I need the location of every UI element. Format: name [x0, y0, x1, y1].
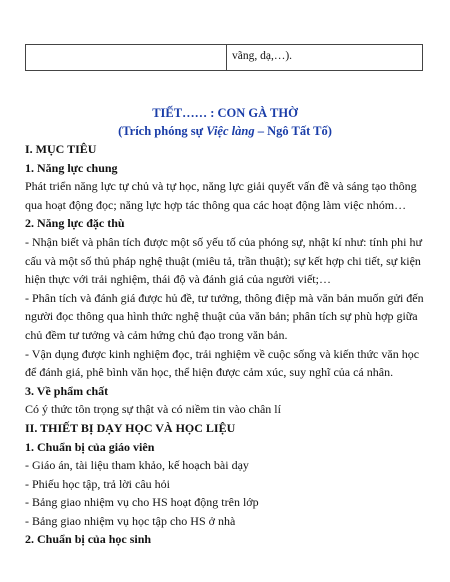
list-item: - Bảng giao nhiệm vụ học tập cho HS ở nhà — [25, 513, 236, 528]
carryover-table — [25, 44, 423, 71]
list-item: - Bảng giao nhiệm vụ cho HS hoạt động trên lớp — [25, 495, 259, 510]
table-row — [26, 45, 423, 71]
paragraph-line: để đánh giá, phê bình văn học, thể hiện được cảm xúc, suy nghĩ của cá nhân. — [25, 365, 394, 380]
paragraph-line: - Nhận biết và phân tích được một số yếu tố của phóng sự, nhật kí như: tính phi hư — [25, 234, 422, 249]
subheading-general-competence: 1. Năng lực chung — [25, 160, 118, 175]
list-item: - Phiếu học tập, trả lời câu hỏi — [25, 476, 170, 491]
subheading-qualities: 3. Về phẩm chất — [25, 383, 109, 398]
paragraph-line: người đọc thông qua hình thức nghệ thuật của văn bản; phân tích sự phù hợp giữa — [25, 309, 418, 324]
paragraph-line: Có ý thức tôn trọng sự thật và có niềm tin vào chân lí — [25, 402, 281, 417]
subtitle-work-name: Việc làng — [206, 124, 255, 138]
paragraph-line: - Vận dụng được kinh nghiệm đọc, trải nghiệm về cuộc sống và kiến thức văn học — [25, 346, 420, 361]
paragraph-line: Phát triển năng lực tự chủ và tự học, năng lực giải quyết vấn đề và sáng tạo thông — [25, 179, 417, 194]
table-cell-left — [26, 45, 227, 71]
table-cell-right: vãng, dạ,…). — [227, 45, 423, 71]
list-item: - Giáo án, tài liệu tham khảo, kế hoạch bài dạy — [25, 458, 249, 473]
paragraph-line: qua hoạt động đọc; năng lực hợp tác thông qua các hoạt động làm việc nhóm… — [25, 197, 407, 212]
paragraph-line: hiện thực với trải nghiệm, thái độ và đánh giá của người viết;… — [25, 272, 331, 287]
lesson-title: TIẾT…… : CON GÀ THỜ — [152, 106, 298, 120]
section-heading-objectives: I. MỤC TIÊU — [25, 142, 97, 156]
lesson-subtitle — [0, 124, 450, 139]
document-body — [25, 140, 427, 549]
subheading-student-preparation: 2. Chuẩn bị của học sinh — [25, 532, 152, 547]
subtitle-suffix: – Ngô Tất Tố) — [254, 124, 332, 138]
subtitle-prefix: (Trích phóng sự — [118, 124, 207, 138]
paragraph-line: chủ đềm tư tưởng và cảm hứng chủ đạo trong văn bản. — [25, 327, 288, 342]
section-heading-equipment: II. THIẾT BỊ DẠY HỌC VÀ HỌC LIỆU — [25, 420, 236, 435]
subheading-teacher-preparation: 1. Chuẩn bị của giáo viên — [25, 439, 155, 454]
paragraph-line: cấu và một số thủ pháp nghệ thuật (miêu tả, trần thuật); sự kết hợp chi tiết, sự kiện — [25, 253, 421, 268]
paragraph-line: - Phân tích và đánh giá được hủ đề, tư tưởng, thông điệp mà văn bản muốn gửi đến — [25, 290, 424, 305]
subheading-specific-competence: 2. Năng lực đặc thù — [25, 216, 125, 231]
